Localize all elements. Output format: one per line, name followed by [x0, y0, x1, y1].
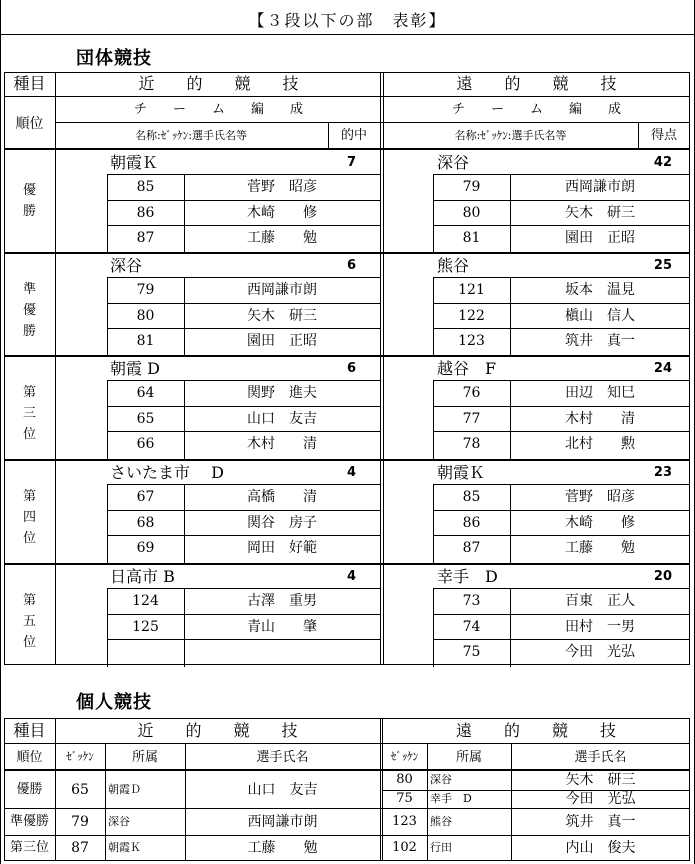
member-bib: 122	[458, 307, 485, 324]
team-name-near: 朝霞 D	[110, 359, 160, 378]
team-score-near: 4	[346, 569, 356, 584]
member-rule	[107, 380, 380, 381]
member-rule	[433, 406, 690, 407]
team-header-far: 遠 的 競 技	[456, 74, 617, 93]
member-name: 菅野 昭彦	[247, 179, 317, 195]
member-rule	[107, 588, 380, 589]
ind-near-affil: 朝霞Ｋ	[108, 841, 141, 854]
team-name-near: 日高市 B	[110, 567, 175, 586]
ind-near-name: 工藤 勉	[247, 840, 318, 856]
ind-rank-label: 準優勝	[9, 814, 49, 829]
member-rule	[107, 431, 380, 432]
team-rank-separator	[4, 355, 690, 357]
team-rank-label: 第 四 位	[22, 489, 36, 546]
ind-far-bib: 75	[396, 790, 413, 806]
team-rank-separator	[4, 459, 690, 461]
member-bib: 64	[136, 385, 155, 401]
team-header-rule-3	[4, 148, 690, 150]
team-rank-label: 第 三 位	[22, 385, 36, 442]
member-bib: 124	[132, 593, 159, 609]
ind-header-affil-near: 所属	[131, 750, 158, 765]
member-name: 工藤 勉	[247, 230, 317, 246]
member-bib: 121	[458, 282, 485, 298]
member-rule	[107, 328, 380, 329]
ind-header-rank: 順位	[16, 750, 43, 765]
member-rule	[107, 303, 380, 304]
ind-near-name: 山口 友吉	[247, 782, 318, 798]
ind-far-affil: 幸手 D	[430, 791, 472, 805]
team-score-far: 42	[653, 155, 672, 170]
member-rule	[433, 588, 690, 589]
team-mid-rule-2	[383, 72, 384, 665]
ind-far-sub-rule	[382, 790, 690, 791]
member-name: 田村 一男	[565, 618, 635, 635]
member-name: 筑井 真一	[565, 333, 635, 349]
ind-header-bib-near: ｾﾞｯｹﾝ	[66, 750, 94, 763]
team-score-near: 6	[346, 258, 356, 273]
ind-near-name: 西岡謙市朗	[247, 814, 318, 830]
title-divider	[0, 34, 695, 35]
team-rank-separator	[4, 252, 690, 254]
ind-far-name: 矢木 研三	[565, 772, 636, 788]
member-rule	[107, 277, 380, 278]
team-header-near: 近 的 競 技	[138, 74, 299, 93]
member-bib: 85	[136, 179, 155, 195]
team-name-near: 朝霞Ｋ	[110, 153, 159, 172]
member-name: 関野 進夫	[247, 385, 317, 401]
member-bib: 87	[136, 230, 155, 246]
member-name: 園田 正昭	[247, 333, 317, 349]
team-name-near: さいたま市 D	[110, 463, 224, 482]
team-name-near: 深谷	[110, 256, 143, 275]
member-rule	[433, 510, 690, 511]
member-name: 田辺 知巳	[565, 385, 635, 401]
team-header-event: 種目	[13, 74, 46, 93]
member-name: 関谷 房子	[247, 514, 317, 531]
member-name: 坂本 温見	[565, 282, 635, 298]
member-name: 木村 清	[565, 410, 635, 427]
team-name-far: 越谷 F	[437, 359, 497, 378]
member-rule	[107, 406, 380, 407]
ind-header-rule-2	[4, 769, 690, 771]
team-rank-col-rule	[55, 72, 56, 665]
team-header-rule-2	[55, 122, 690, 123]
member-name: 工藤 勉	[565, 540, 635, 556]
member-rule	[107, 535, 380, 536]
team-score-near: 6	[346, 361, 356, 376]
member-rule	[433, 303, 690, 304]
ind-header-name-near: 選手氏名	[256, 750, 309, 765]
member-name: 木村 清	[247, 436, 317, 452]
team-header-sub-far: 名称:ｾﾞｯｹﾝ:選手氏名等	[454, 129, 567, 142]
member-rule	[433, 277, 690, 278]
team-score-near: 7	[346, 155, 356, 170]
ind-header-far: 遠 的 競 技	[455, 721, 616, 740]
member-bib: 79	[462, 179, 481, 195]
team-score-near: 4	[346, 465, 356, 480]
ind-header-name-far: 選手氏名	[574, 750, 627, 765]
member-rule	[433, 380, 690, 381]
member-name: 槇山 信人	[565, 307, 635, 324]
member-rule	[433, 484, 690, 485]
team-score-far: 20	[653, 569, 672, 584]
ind-far-affil: 深谷	[430, 773, 452, 786]
member-name: 北村 勲	[565, 436, 635, 452]
member-name: 山口 友吉	[247, 410, 317, 427]
member-bib: 125	[132, 618, 159, 635]
team-header-rank: 順位	[15, 116, 44, 132]
team-header-score-near: 的中	[340, 128, 367, 143]
member-rule	[433, 225, 690, 226]
ind-far-affil: 熊谷	[430, 815, 452, 828]
ind-row-rule	[4, 808, 690, 809]
member-name: 園田 正昭	[565, 230, 635, 246]
member-rule	[433, 328, 690, 329]
ind-far-name: 筑井 真一	[565, 814, 636, 830]
team-name-far: 朝霞Ｋ	[437, 463, 486, 482]
ind-rank-label: 優勝	[16, 782, 43, 797]
member-bib: 123	[458, 333, 485, 349]
member-bib: 67	[136, 489, 155, 505]
member-rule	[107, 225, 380, 226]
member-name: 岡田 好範	[247, 540, 317, 556]
team-name-far: 深谷	[437, 153, 470, 172]
member-rule	[107, 510, 380, 511]
member-name: 西岡謙市朗	[565, 179, 635, 195]
team-rank-label: 第 五 位	[22, 593, 36, 650]
ind-near-bib: 87	[71, 840, 89, 856]
member-name: 青山 肇	[247, 618, 317, 635]
team-rank-label: 準 優 勝	[22, 282, 36, 339]
ind-row-rule	[4, 835, 690, 836]
member-rule	[433, 431, 690, 432]
ind-header-affil-far: 所属	[455, 750, 482, 765]
member-bib: 77	[462, 410, 481, 427]
member-name: 今田 光弘	[565, 644, 635, 660]
member-rule	[433, 200, 690, 201]
member-rule	[433, 614, 690, 615]
member-name: 西岡謙市朗	[247, 282, 317, 298]
member-bib: 81	[462, 230, 481, 246]
team-header-comp-far: チ ー ム 編 成	[451, 102, 621, 117]
individual-section-heading: 個人競技	[76, 692, 152, 713]
ind-near-affil: 深谷	[108, 815, 130, 828]
ind-mid-rule	[380, 718, 381, 861]
member-name: 古澤 重男	[247, 593, 317, 609]
page-left-border	[0, 0, 1, 864]
member-rule	[107, 484, 380, 485]
member-bib: 76	[462, 385, 481, 401]
member-name: 矢木 研三	[247, 307, 317, 324]
ind-far-bib: 102	[392, 840, 417, 855]
team-header-score-far: 得点	[650, 128, 677, 143]
ind-far-bib: 80	[396, 772, 413, 787]
ind-header-event: 種目	[13, 721, 46, 740]
member-rule	[433, 639, 690, 640]
member-rule	[433, 535, 690, 536]
ind-header-rule-1	[4, 743, 690, 744]
team-name-far: 熊谷	[437, 256, 470, 275]
ind-far-affil: 行田	[430, 841, 452, 854]
team-section-heading: 団体競技	[76, 48, 152, 69]
team-score-far: 23	[653, 465, 672, 480]
member-rule	[107, 614, 380, 615]
member-bib: 86	[136, 204, 155, 221]
team-name-far: 幸手 D	[437, 567, 498, 586]
member-rule	[107, 174, 380, 175]
ind-far-name: 内山 俊夫	[565, 840, 636, 856]
ind-near-bib: 65	[71, 782, 89, 798]
member-rule	[107, 639, 380, 640]
ind-near-affil: 朝霞Ｄ	[108, 783, 141, 796]
team-score-far: 24	[653, 361, 672, 376]
member-bib: 66	[136, 436, 155, 452]
member-name: 高橋 清	[247, 489, 317, 505]
team-header-rule-1	[4, 96, 690, 97]
member-bib: 79	[136, 282, 155, 298]
ind-far-bib: 123	[392, 814, 417, 829]
member-bib: 85	[462, 489, 481, 505]
member-bib: 75	[462, 644, 481, 660]
ind-far-name: 今田 光弘	[565, 790, 636, 807]
team-rank-label: 優 勝	[22, 183, 36, 219]
member-bib: 69	[136, 540, 155, 556]
member-rule	[107, 200, 380, 201]
team-header-comp-near: チ ー ム 編 成	[133, 102, 303, 117]
member-bib: 81	[136, 333, 155, 349]
page-title: 【３段以下の部 表彰】	[248, 11, 447, 30]
member-bib: 80	[136, 307, 155, 324]
member-bib: 86	[462, 514, 481, 531]
member-name: 木崎 修	[565, 514, 635, 531]
member-name: 矢木 研三	[565, 204, 635, 221]
member-name: 菅野 昭彦	[565, 489, 635, 505]
member-name: 百東 正人	[565, 593, 635, 609]
member-bib: 65	[136, 410, 155, 427]
ind-rank-label: 第三位	[9, 840, 49, 855]
member-bib: 74	[462, 618, 481, 635]
member-name: 木崎 修	[247, 204, 317, 221]
member-bib: 78	[462, 436, 481, 452]
member-rule	[433, 174, 690, 175]
team-rank-separator	[4, 563, 690, 565]
team-header-sub-near: 名称:ｾﾞｯｹﾝ:選手氏名等	[135, 129, 247, 142]
ind-header-near: 近 的 競 技	[137, 721, 298, 740]
member-bib: 68	[136, 514, 155, 531]
member-bib: 73	[462, 593, 481, 609]
member-bib: 87	[462, 540, 481, 556]
ind-header-bib-far: ｾﾞｯｹﾝ	[390, 750, 419, 763]
member-bib: 80	[462, 204, 481, 221]
team-score-far: 25	[653, 258, 672, 273]
ind-near-bib: 79	[71, 814, 89, 830]
team-mid-rule	[380, 72, 381, 665]
